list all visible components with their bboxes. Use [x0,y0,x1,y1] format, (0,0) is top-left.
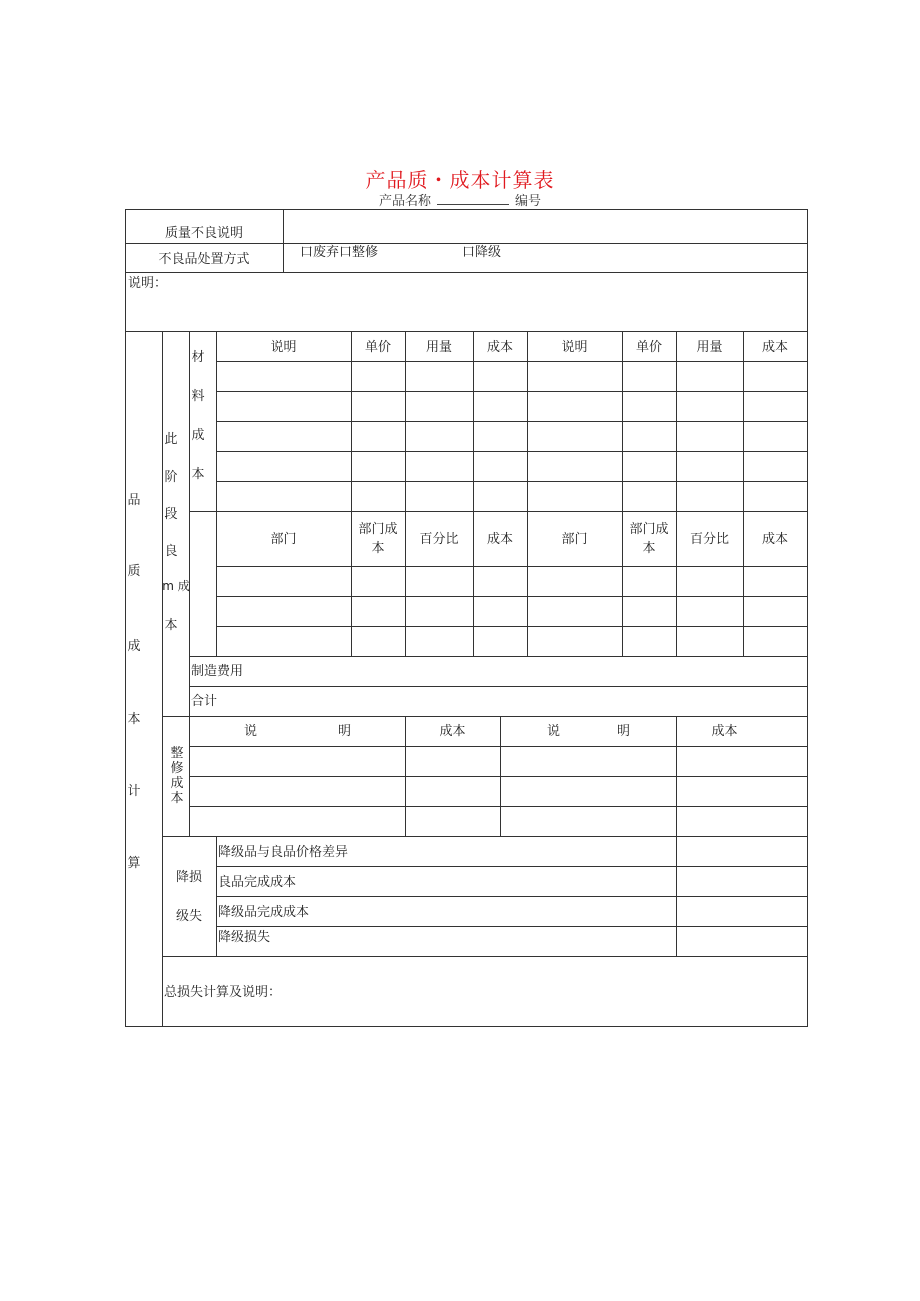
total-loss-label: 总损失计算及说明： [164,985,282,1000]
subtotal-label: 合计 [191,694,218,709]
disposal-options[interactable]: 口废弃口整修 [300,245,379,260]
material-header: 成本 [486,340,513,355]
material-header: 成本 [761,340,788,355]
left-label-char: 品 [127,493,141,508]
stage-label-char: 段 [164,507,178,522]
repair-label-char: 修 [170,761,184,776]
number-label: 编号 [515,194,542,209]
repair-header: 说 [244,724,258,739]
labor-header: 部门成本 [629,522,669,556]
labor-header: 成本 [761,532,788,547]
product-name-blank[interactable] [437,192,509,205]
repair-header: 明 [617,724,631,739]
repair-header: 明 [338,724,352,739]
material-header: 用量 [696,340,723,355]
labor-header: 部门 [561,532,588,547]
repair-label-char: 成 [170,776,184,791]
downgrade-row-label: 良品完成成本 [218,875,297,890]
product-name-label: 产品名称 [378,194,431,209]
repair-label-char: 本 [170,791,184,806]
material-label-char: 材 [191,350,205,365]
material-label-char: 料 [191,389,205,404]
page-title: 产品质・成本计算表 [365,168,555,192]
stage-label-char: 此 [164,432,178,447]
material-label-char: 成 [191,428,205,443]
stage-label-char: 阶 [164,470,178,485]
left-label-char: 算 [127,856,141,871]
downgrade-row-label: 降级损失 [218,930,271,945]
downgrade-row-label: 降级品与良品价格差异 [218,845,349,860]
subtitle-line [0,190,920,209]
downgrade-loss-label: 级失 [175,909,202,924]
material-header: 用量 [425,340,452,355]
material-label-char: 本 [191,467,205,482]
stage-label-char: 良 [164,544,178,559]
note-label: 说明： [128,276,168,291]
material-header: 单价 [364,340,391,355]
manufacturing-cost-label: 制造费用 [191,664,244,679]
repair-header: 成本 [439,724,466,739]
material-header: 说明 [270,340,297,355]
labor-header: 部门成本 [358,522,398,556]
left-label-char: 本 [127,712,141,727]
material-header: 说明 [561,340,588,355]
labor-header: 百分比 [419,532,459,547]
repair-header: 成本 [711,724,738,739]
left-label-char: 成 [127,639,141,654]
stage-label-char: m 成 [162,579,190,593]
quality-defect-label: 质量不良说明 [164,226,243,241]
labor-header: 成本 [486,532,513,547]
disposal-method-label: 不良品处置方式 [158,252,250,267]
left-label-char: 质 [127,564,141,579]
labor-header: 百分比 [689,532,729,547]
labor-header: 部门 [270,532,297,547]
repair-header: 说 [547,724,561,739]
stage-label-char: 本 [164,618,178,633]
downgrade-option[interactable]: 口降级 [462,245,502,260]
left-label-char: 计 [127,784,141,799]
downgrade-row-label: 降级品完成成本 [218,905,310,920]
downgrade-loss-label: 降损 [175,870,202,885]
material-header: 单价 [635,340,662,355]
repair-label-char: 整 [170,746,184,761]
